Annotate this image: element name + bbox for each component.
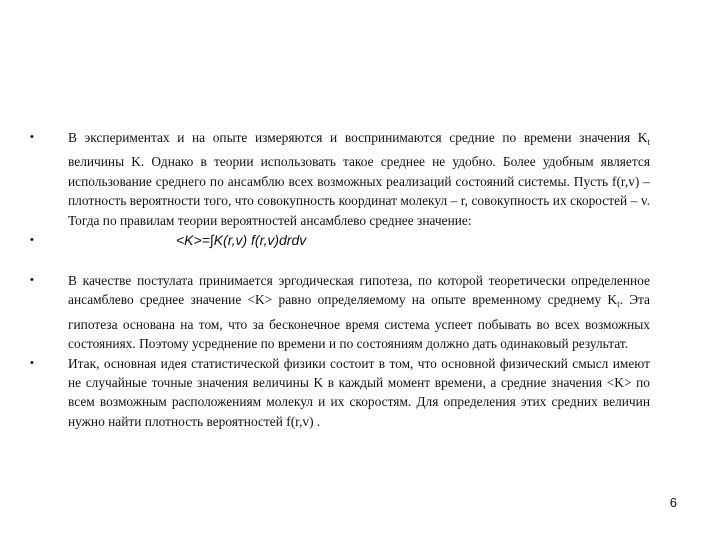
subscript-t: t [617, 299, 620, 310]
bullet-marker: • [30, 274, 34, 287]
bullet-list [30, 128, 650, 431]
bullet-item-conclusion [30, 354, 650, 432]
bullet-item-ergodic [30, 271, 650, 354]
page-number: 6 [669, 495, 677, 510]
bullet-marker: • [30, 131, 34, 143]
bullet-item-formula [30, 231, 650, 271]
paragraph-text: В экспериментах и на опыте измеряются и воспринимаются средние по времени значения K [68, 130, 648, 145]
bullet-marker: • [30, 356, 34, 369]
ensemble-average-formula: <K>=∫K(r,v) f(r,v)drdv [176, 232, 307, 249]
paragraph-text: . Эта гипотеза основана на том, что за бесконечное время система успеет побывать во всех возможных состояниях. Поэтому усреднение по времени и по состояниям должно дать одинаковый результат. [68, 292, 650, 352]
subscript-t: t [647, 137, 650, 147]
bullet-marker: • [30, 234, 34, 247]
paragraph-text: величины K. Однако в теории использовать такое среднее не удобно. Более удобным является использование среднего по ансамблю всех возможных реализаций состояний системы. Пусть f(r,v) – плотность вероятности того, что совокупность координат молекул – r, совокупность их скоростей – v. Тогда по правилам теории вероятностей ансамблево среднее значение: [68, 154, 650, 228]
bullet-item-measurement [30, 128, 650, 230]
paragraph-text: Итак, основная идея статистической физики состоит в том, что основной физический смысл имеют не случайные точные значения величины K в каждый момент времени, а средние значения <K> по всем возможным расположениям молекул и их скоростям. Для определения этих средних величин нужно найти плотность вероятностей f(r,v) . [68, 355, 650, 429]
paragraph-text: В качестве постулата принимается эргодическая гипотеза, по которой теоретически определенное ансамблево среднее значение <K> равно определяемому на опыте временному среднему K [68, 273, 650, 308]
